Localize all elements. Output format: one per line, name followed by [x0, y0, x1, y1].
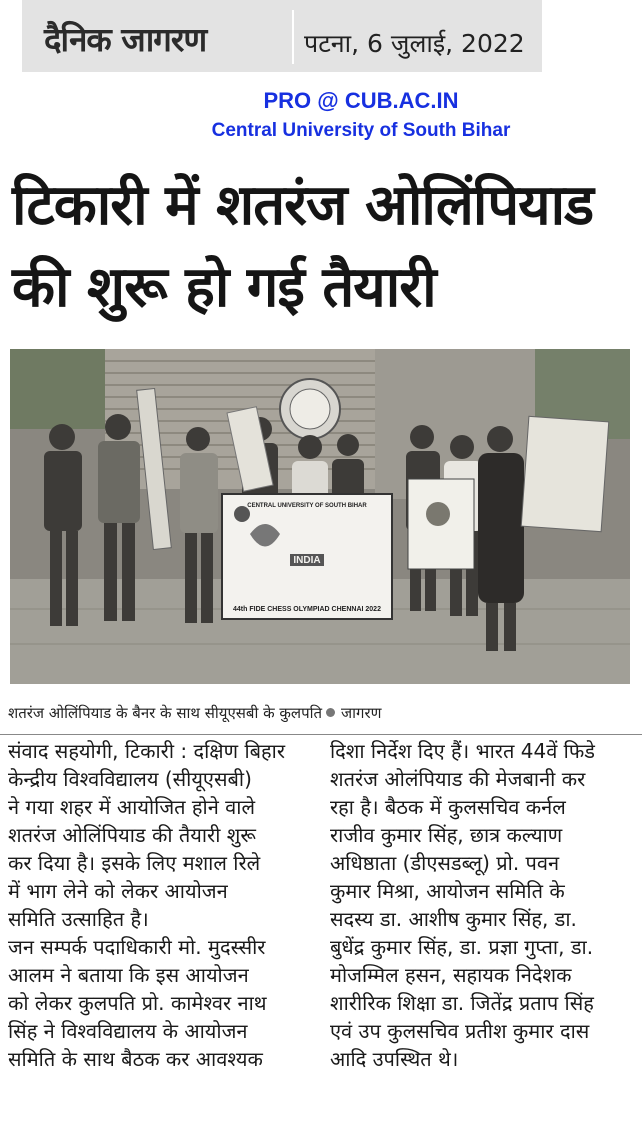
article-line: शतरंज ओलिंपियाड की तैयारी शुरू [8, 823, 256, 847]
banner-top-text: CENTRAL UNIVERSITY OF SOUTH BIHAR [247, 503, 367, 509]
headline-line-1: टिकारी में शतरंज ओलिंपियाड [12, 173, 594, 238]
article-line: सदस्य डा. आशीष कुमार सिंह, डा. [330, 907, 577, 931]
article-column-left [8, 737, 308, 1073]
headline [12, 165, 632, 329]
article-line: अधिष्ठाता (डीएसडब्लू) प्रो. पवन [330, 851, 560, 875]
article-line: रहा है। बैठक में कुलसचिव कर्नल [330, 795, 566, 819]
banner-india-text: INDIA [293, 555, 321, 566]
caption-divider [0, 734, 642, 735]
masthead [22, 0, 542, 72]
article-line: संवाद सहयोगी, टिकारी : दक्षिण बिहार [8, 739, 286, 763]
photo-caption [8, 703, 381, 723]
caption-text: शतरंज ओलिंपियाड के बैनर के साथ सीयूएसबी के कुलपति [8, 704, 323, 722]
article-line: आदि उपस्थित थे। [330, 1047, 459, 1071]
article-line: शतरंज ओलंपियाड की मेजबानी कर [330, 767, 586, 791]
bullet-icon [326, 708, 335, 717]
article-line: समिति उत्साहित है। [8, 907, 149, 931]
article-line: को लेकर कुलपति प्रो. कामेश्वर नाथ [8, 991, 267, 1015]
pro-handle: PRO @ CUB.AC.IN [263, 88, 459, 113]
article-line: समिति के साथ बैठक कर आवश्यक [8, 1047, 263, 1071]
article-line: एवं उप कुलसचिव प्रतीश कुमार दास [330, 1019, 590, 1043]
article-line: में भाग लेने को लेकर आयोजन [8, 879, 228, 903]
article-line: सिंह ने विश्वविद्यालय के आयोजन [8, 1019, 248, 1043]
article-column-right [330, 737, 632, 1073]
dateline: पटना, 6 जुलाई, 2022 [304, 29, 525, 58]
article-line: बुधेंद्र कुमार सिंह, डा. प्रज्ञा गुप्ता, डा. [330, 935, 594, 959]
masthead-divider [292, 10, 294, 64]
article-line: शारीरिक शिक्षा डा. जितेंद्र प्रताप सिंह [330, 991, 594, 1015]
article-line: दिशा निर्देश दिए हैं। भारत 44वें फिडे [330, 739, 595, 763]
article-line: ने गया शहर में आयोजित होने वाले [8, 795, 256, 819]
university-name: Central University of South Bihar [211, 120, 511, 141]
article-line: मोजम्मिल हसन, सहायक निदेशक [330, 963, 572, 987]
caption-credit: जागरण [341, 704, 382, 722]
article-line: जन सम्पर्क पदाधिकारी मो. मुदस्सीर [8, 935, 266, 959]
article-line: आलम ने बताया कि इस आयोजन [8, 963, 249, 987]
article-line: केन्द्रीय विश्वविद्यालय (सीयूएसबी) [8, 767, 252, 791]
news-photo [10, 349, 630, 684]
article-line: कर दिया है। इसके लिए मशाल रिले [8, 851, 261, 875]
article-line: राजीव कुमार सिंह, छात्र कल्याण [330, 823, 563, 847]
headline-line-2: की शुरू हो गई तैयारी [12, 255, 436, 320]
article-line: कुमार मिश्रा, आयोजन समिति के [330, 879, 565, 903]
newspaper-logo: दैनिक जागरण [44, 20, 207, 59]
banner-bottom-text: 44th FIDE CHESS OLYMPIAD CHENNAI 2022 [233, 606, 381, 613]
